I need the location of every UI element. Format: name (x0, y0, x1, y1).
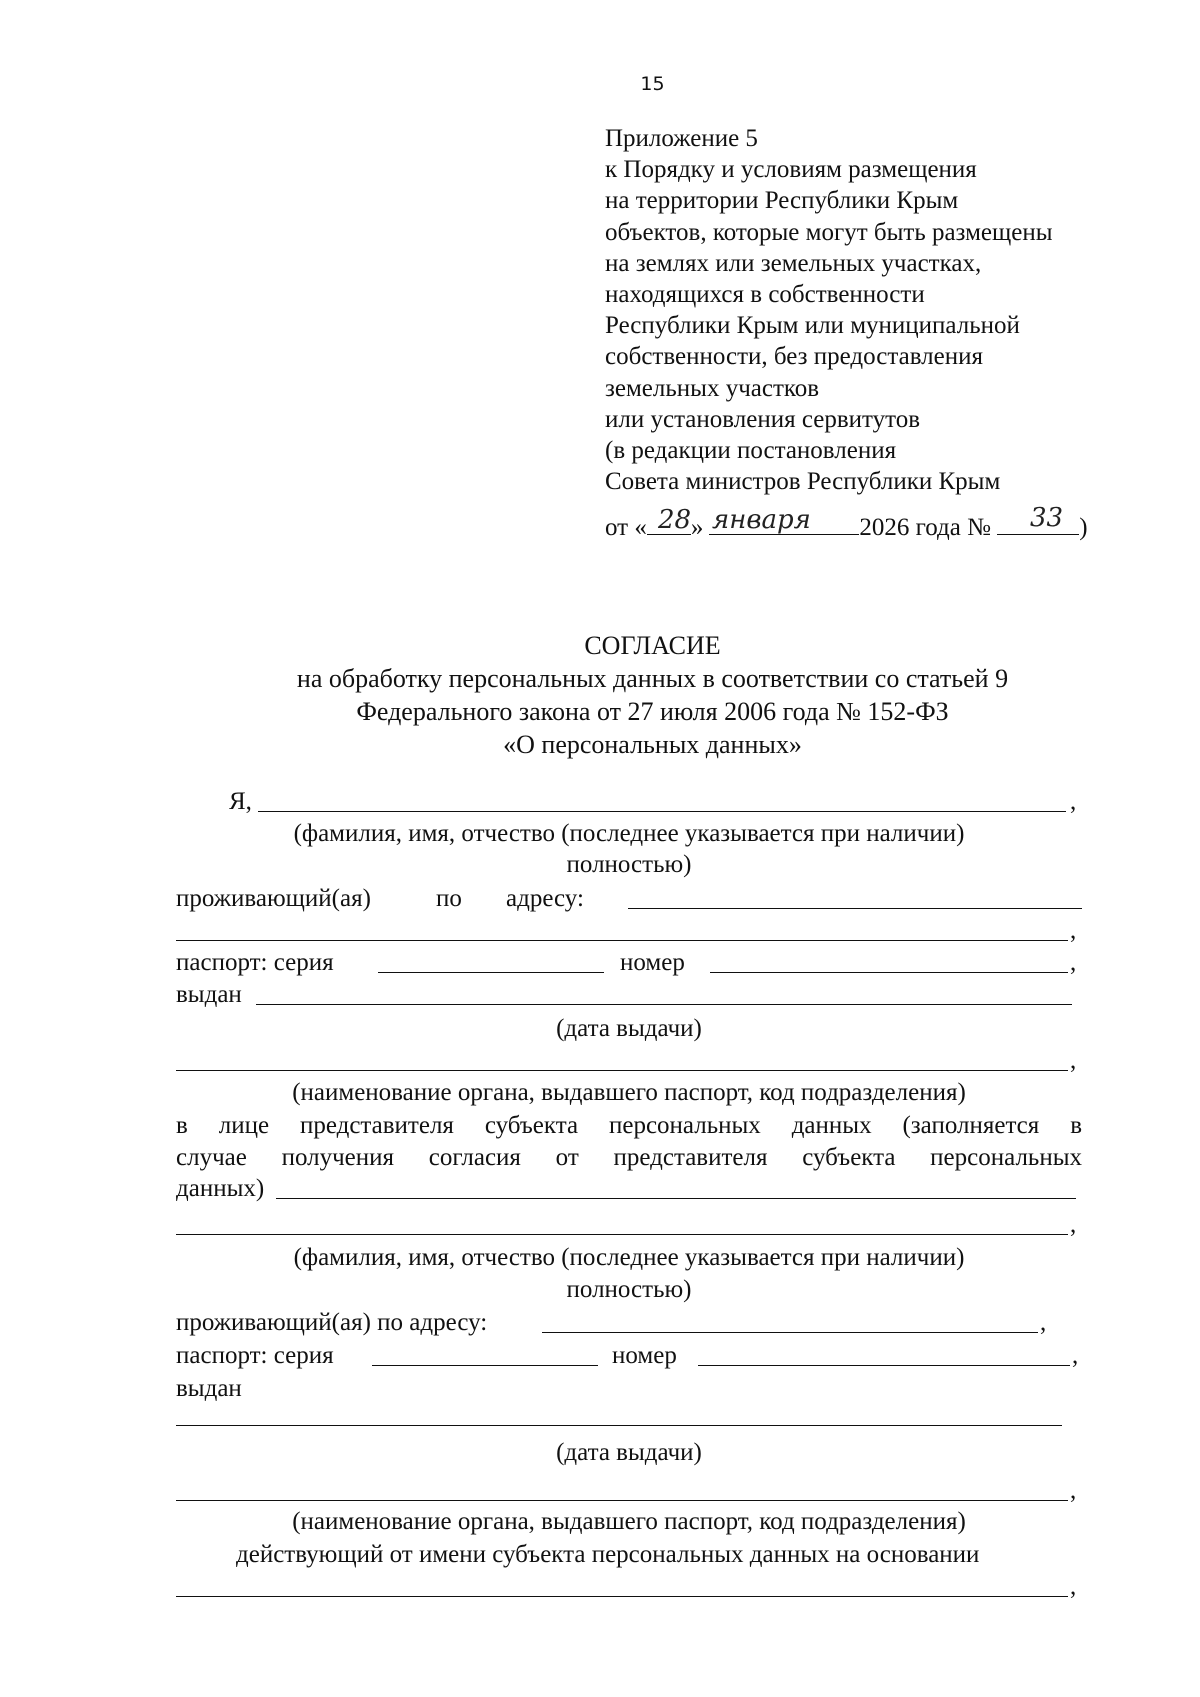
fio-caption-rep-2: полностью) (566, 1276, 692, 1303)
residing-label-2: по (436, 885, 462, 912)
appendix-line: находящихся в собственности (605, 281, 925, 309)
passport-number-label: номер (620, 949, 685, 976)
passport-series-field-2[interactable] (372, 1365, 598, 1366)
appendix-line: Приложение 5 (605, 125, 758, 152)
fio-caption: (фамилия, имя, отчество (последнее указывается при наличии) (293, 820, 965, 847)
comma: , (1040, 1309, 1047, 1336)
residing-label-3: адресу: (506, 885, 584, 912)
date-prefix: от « (605, 514, 647, 541)
residing-full-label: проживающий(ая) по адресу: (176, 1309, 488, 1336)
representative-field[interactable] (276, 1198, 1076, 1199)
comma: , (1070, 1477, 1077, 1504)
rep-address-field[interactable] (542, 1332, 1038, 1333)
issue-date-caption: (дата выдачи) (556, 1015, 702, 1042)
appendix-line: или установления сервитутов (605, 405, 921, 433)
passport-series-label-2: паспорт: серия (176, 1342, 334, 1369)
consent-subtitle-line3: «О персональных данных» (503, 730, 802, 759)
passport-series-label: паспорт: серия (176, 949, 334, 976)
page-number: 15 (640, 73, 665, 95)
passport-series-field[interactable] (378, 972, 604, 973)
passport-number-label-2: номер (612, 1342, 677, 1369)
comma: , (1070, 949, 1077, 976)
consent-heading: СОГЛАСИЕ (584, 631, 721, 660)
close-paren: ) (1079, 514, 1088, 541)
handwritten-month: января (712, 505, 811, 535)
date-mid: » (690, 514, 704, 541)
ya-label: Я, (229, 788, 252, 815)
appendix-line: собственности, без предоставления (605, 343, 984, 371)
passport-number-field-2[interactable] (698, 1365, 1070, 1366)
appendix-line: на территории Республики Крым (605, 187, 959, 215)
handwritten-number: 33 (1030, 503, 1064, 533)
address-field-line2[interactable] (176, 940, 1068, 941)
authority-field-2[interactable] (176, 1500, 1068, 1501)
appendix-line: на землях или земельных участках, (605, 249, 982, 277)
appendix-line: Республики Крым или муниципальной (605, 312, 1020, 340)
representative-line2: случае получения согласия от представителя субъекта персональных (176, 1144, 1082, 1171)
representative-line3: данных) (176, 1175, 265, 1202)
consent-subtitle-line2: Федерального закона от 27 июля 2006 года № 152-ФЗ (356, 697, 949, 726)
representative-line1: в лице представителя субъекта персональных данных (заполняется в (176, 1112, 1082, 1139)
consent-subtitle-line1: на обработку персональных данных в соответствии со статьей 9 (296, 664, 1009, 693)
comma: , (1070, 1211, 1077, 1238)
handwritten-day: 28 (658, 505, 692, 535)
comma: , (1072, 1342, 1079, 1369)
basis-field[interactable] (176, 1596, 1068, 1597)
appendix-line: Совета министров Республики Крым (605, 468, 1001, 496)
appendix-line: (в редакции постановления (605, 437, 897, 465)
comma: , (1070, 788, 1077, 815)
passport-number-field[interactable] (710, 972, 1068, 973)
residing-label-1: проживающий(ая) (176, 885, 371, 912)
address-field[interactable] (628, 908, 1082, 909)
authority-field[interactable] (176, 1070, 1068, 1071)
issued-label-2: выдан (176, 1375, 242, 1402)
date-year-text: 2026 года № (859, 514, 991, 541)
issued-field[interactable] (256, 1004, 1072, 1005)
acting-on-behalf-text: действующий от имени субъекта персональных данных на основании (236, 1541, 980, 1568)
authority-caption-2: (наименование органа, выдавшего паспорт, код подразделения) (292, 1508, 966, 1535)
comma: , (1070, 1573, 1077, 1600)
authority-caption: (наименование органа, выдавшего паспорт, код подразделения) (292, 1079, 966, 1106)
issue-date-caption-2: (дата выдачи) (556, 1439, 702, 1466)
appendix-line: к Порядку и условиям размещения (605, 156, 977, 184)
issued-label: выдан (176, 981, 242, 1008)
fio-caption-rep: (фамилия, имя, отчество (последнее указывается при наличии) (293, 1244, 965, 1271)
comma: , (1070, 1047, 1077, 1074)
issued-field-2[interactable] (176, 1425, 1062, 1426)
representative-fio-field[interactable] (176, 1234, 1068, 1235)
fio-caption-2: полностью) (566, 851, 692, 878)
appendix-line: земельных участков (605, 374, 820, 402)
appendix-header (605, 123, 1053, 497)
appendix-line: объектов, которые могут быть размещены (605, 218, 1053, 246)
fio-field[interactable] (258, 811, 1066, 812)
comma: , (1070, 917, 1077, 944)
